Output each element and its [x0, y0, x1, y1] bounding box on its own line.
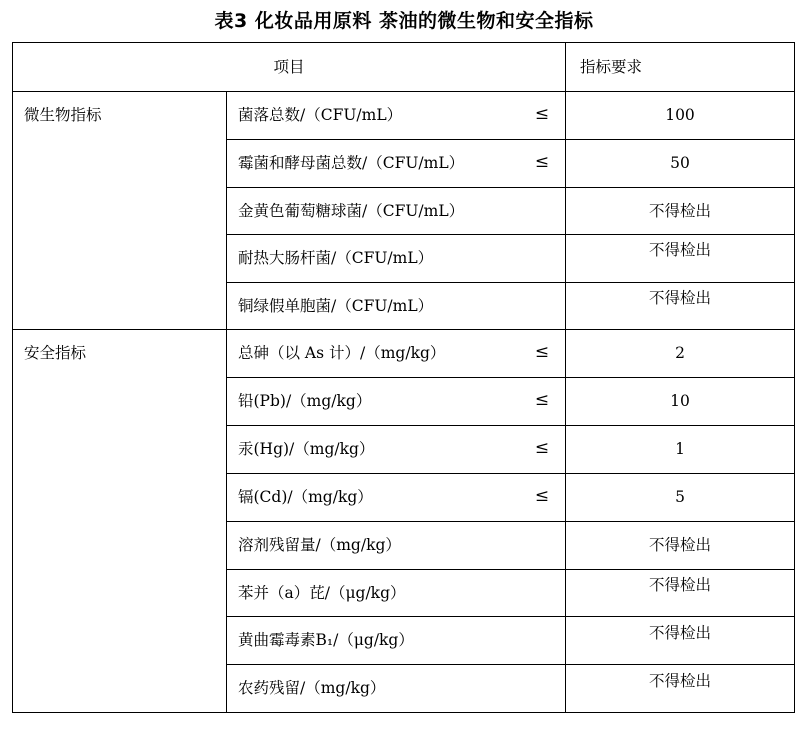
row-separator — [226, 139, 795, 140]
row-label: 金黄色葡萄糖球菌/（CFU/mL） — [238, 202, 465, 220]
less-equal-sign: ≤ — [534, 390, 550, 410]
row-value: 不得检出 — [648, 536, 711, 554]
table-border-top — [12, 42, 795, 43]
group-separator — [12, 329, 795, 330]
row-value: 1 — [675, 440, 685, 458]
row-value: 不得检出 — [648, 202, 711, 220]
group-label-safety: 安全指标 — [24, 344, 87, 362]
row-label: 溶剂残留量/（mg/kg） — [238, 536, 401, 554]
row-separator — [226, 473, 795, 474]
row-label: 镉(Cd)/（mg/kg） — [238, 488, 373, 506]
row-value: 不得检出 — [648, 624, 711, 642]
table-title: 表3 化妆品用原料 茶油的微生物和安全指标 — [214, 10, 594, 32]
row-value: 100 — [665, 106, 695, 124]
row-separator — [226, 425, 795, 426]
less-equal-sign: ≤ — [534, 486, 550, 506]
row-separator — [226, 234, 795, 235]
header-requirement: 指标要求 — [580, 58, 643, 76]
row-label: 黄曲霉毒素B₁/（μg/kg） — [238, 631, 414, 649]
row-label: 霉菌和酵母菌总数/（CFU/mL） — [238, 154, 465, 172]
row-label: 菌落总数/（CFU/mL） — [238, 106, 403, 124]
row-value: 10 — [670, 392, 690, 410]
less-equal-sign: ≤ — [534, 438, 550, 458]
row-separator — [226, 282, 795, 283]
row-value: 不得检出 — [648, 672, 711, 690]
less-equal-sign: ≤ — [534, 104, 550, 124]
row-label: 耐热大肠杆菌/（CFU/mL） — [238, 249, 434, 267]
header-separator — [12, 91, 795, 92]
row-value: 50 — [670, 154, 690, 172]
row-separator — [226, 569, 795, 570]
less-equal-sign: ≤ — [534, 342, 550, 362]
row-value: 不得检出 — [648, 289, 711, 307]
row-label: 铜绿假单胞菌/（CFU/mL） — [238, 297, 434, 315]
row-label: 农药残留/（mg/kg） — [238, 679, 386, 697]
row-value: 不得检出 — [648, 241, 711, 259]
row-separator — [226, 664, 795, 665]
row-label: 铅(Pb)/（mg/kg） — [238, 392, 372, 410]
table-border-left — [12, 42, 13, 713]
row-label: 总砷（以 As 计）/（mg/kg） — [238, 344, 446, 362]
row-value: 5 — [675, 488, 685, 506]
row-separator — [226, 616, 795, 617]
row-separator — [226, 521, 795, 522]
row-value: 2 — [675, 344, 685, 362]
row-label: 苯并（a）芘/（μg/kg） — [238, 584, 406, 602]
row-label: 汞(Hg)/（mg/kg） — [238, 440, 375, 458]
label-column-divider — [226, 91, 227, 713]
group-label-microbiology: 微生物指标 — [24, 106, 102, 124]
row-separator — [226, 187, 795, 188]
row-value: 不得检出 — [648, 576, 711, 594]
less-equal-sign: ≤ — [534, 152, 550, 172]
table-border-bottom — [12, 712, 795, 713]
row-separator — [226, 377, 795, 378]
header-item: 项目 — [273, 58, 305, 76]
